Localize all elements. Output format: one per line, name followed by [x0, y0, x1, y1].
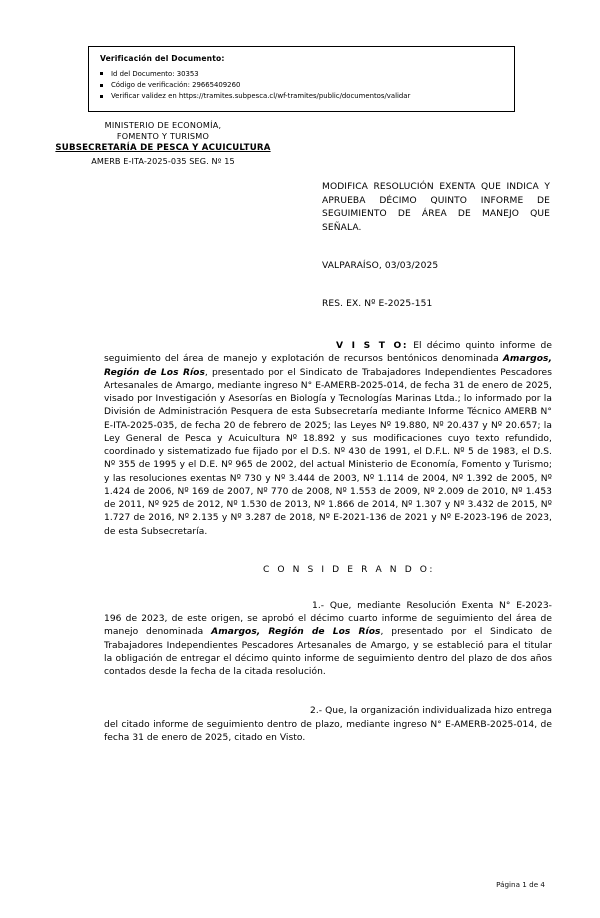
header-subsecretaria: SUBSECRETARÍA DE PESCA Y ACUICULTURA — [55, 143, 271, 154]
visto-text-part2: , presentado por el Sindicato de Trabajadores Independientes Pescadores Artesanales de Amargo, mediante ingreso N° E-AMERB-2025-014, de fecha 31 de enero de 2025, visado por Investigación y Asesorías en Biología y Tecnologías Marinas Ltda.; lo informado por la División de Administración Pesquera de esta Subsecretaría mediante Informe Técnico AMERB N° E-ITA-2025-035, de fecha 20 de febrero de 2025; las Leyes Nº 19.880, Nº 20.437 y Nº 20.657; la Ley General de Pesca y Acuicultura Nº 18.892 y sus modificaciones cuyo texto refundido, coordinado y sistematizado fue fijado por el D.S. Nº 430 de 1991, el D.F.L. Nº 5 de 1983, el D.S. Nº 355 de 1995 y el D.E. Nº 965 de 2002, del actual Ministerio de Economía, Fomento y Turismo; y las resoluciones exentas Nº 730 y Nº 3.444 de 2003, Nº 1.114 de 2004, Nº 1.392 de 2005, Nº 1.424 de 2006, Nº 169 de 2007, Nº 770 de 2008, Nº 1.553 de 2009, Nº 2.009 de 2010, Nº 1.453 de 2011, Nº 925 de 2012, Nº 1.530 de 2013, Nº 1.866 de 2014, Nº 1.307 y Nº 3.432 de 2015, Nº 1.727 de 2016, Nº 2.135 y Nº 3.287 de 2018, Nº E-2021-136 de 2021 y Nº E-2023-196 de 2023, de esta Subsecretaría. — [104, 367, 552, 537]
resolution-number: RES. EX. Nº E-2025-151 — [322, 299, 433, 309]
considerando-item-1-part2: , presentado por el Sindicato de Trabajadores Independientes Pescadores Artesanales de Amargo, y se estableció para el titular la obligación de entregar el décimo quinto informe de seguimiento dentro del plazo de dos años contados desde la fecha de la citada resolución. — [104, 627, 553, 677]
considerando-item-1 — [104, 600, 552, 680]
considerando-heading: C O N S I D E R A N D O: — [262, 564, 436, 575]
bullet-icon — [100, 95, 103, 98]
visto-area-name: Amargos, Región de Los Ríos — [104, 354, 552, 378]
verification-item-document-id — [100, 69, 505, 80]
spacer — [104, 539, 552, 565]
visto-paragraph — [104, 340, 552, 539]
page-footer — [0, 880, 600, 889]
verification-box — [88, 46, 515, 112]
verification-item-text: Código de verificación: 29665409260 — [111, 81, 241, 90]
document-subject-title: MODIFICA RESOLUCIÓN EXENTA QUE INDICA Y APRUEBA DÉCIMO QUINTO INFORME DE SEGUIMIENTO DE ÁREA DE MANEJO QUE SEÑALA. — [322, 182, 550, 233]
verification-item-text: Verificar validez en https://tramites.subpesca.cl/wf-tramites/public/documentos/validar — [111, 92, 411, 101]
header-ministry-line2: FOMENTO Y TURISMO — [116, 131, 210, 142]
place-and-date: VALPARAÍSO, 03/03/2025 — [322, 261, 439, 271]
verification-list — [100, 69, 505, 103]
verification-title: Verificación del Documento: — [100, 54, 225, 63]
spacer — [104, 575, 552, 600]
bullet-icon — [100, 84, 103, 87]
document-body — [104, 340, 552, 745]
considerando-item-1-part1: 1.- Que, mediante Resolución Exenta N° E-2023-196 de 2023, de este origen, se aprobó el décimo cuarto informe de seguimiento del área de manejo denominada — [104, 600, 552, 638]
spacer — [104, 679, 552, 705]
verification-item-url — [100, 91, 505, 102]
header-ministry-line1: MINISTERIO DE ECONOMÍA, — [104, 120, 222, 130]
header-amerb-code: AMERB E-ITA-2025-035 SEG. Nº 15 — [91, 155, 235, 166]
visto-label: V I S T O: — [336, 341, 409, 351]
visto-text-part1: El décimo quinto informe de seguimiento del área de manejo y explotación de recursos bentónicos denominada — [104, 341, 552, 365]
considerando-item-2: 2.- Que, la organización individualizada hizo entrega del citado informe de seguimiento dentro de plazo, mediante ingreso N° E-AMERB-2025-014, de fecha 31 de enero de 2025, citado en Visto. — [104, 706, 552, 743]
verification-item-code — [100, 80, 505, 91]
page-number-label: Página 1 de 4 — [496, 880, 545, 889]
considerando-item-1-area-name: Amargos, Región de Los Ríos — [211, 627, 381, 638]
ministry-header — [34, 120, 292, 167]
verification-item-text: Id del Documento: 30353 — [111, 70, 199, 78]
bullet-icon — [100, 72, 103, 75]
